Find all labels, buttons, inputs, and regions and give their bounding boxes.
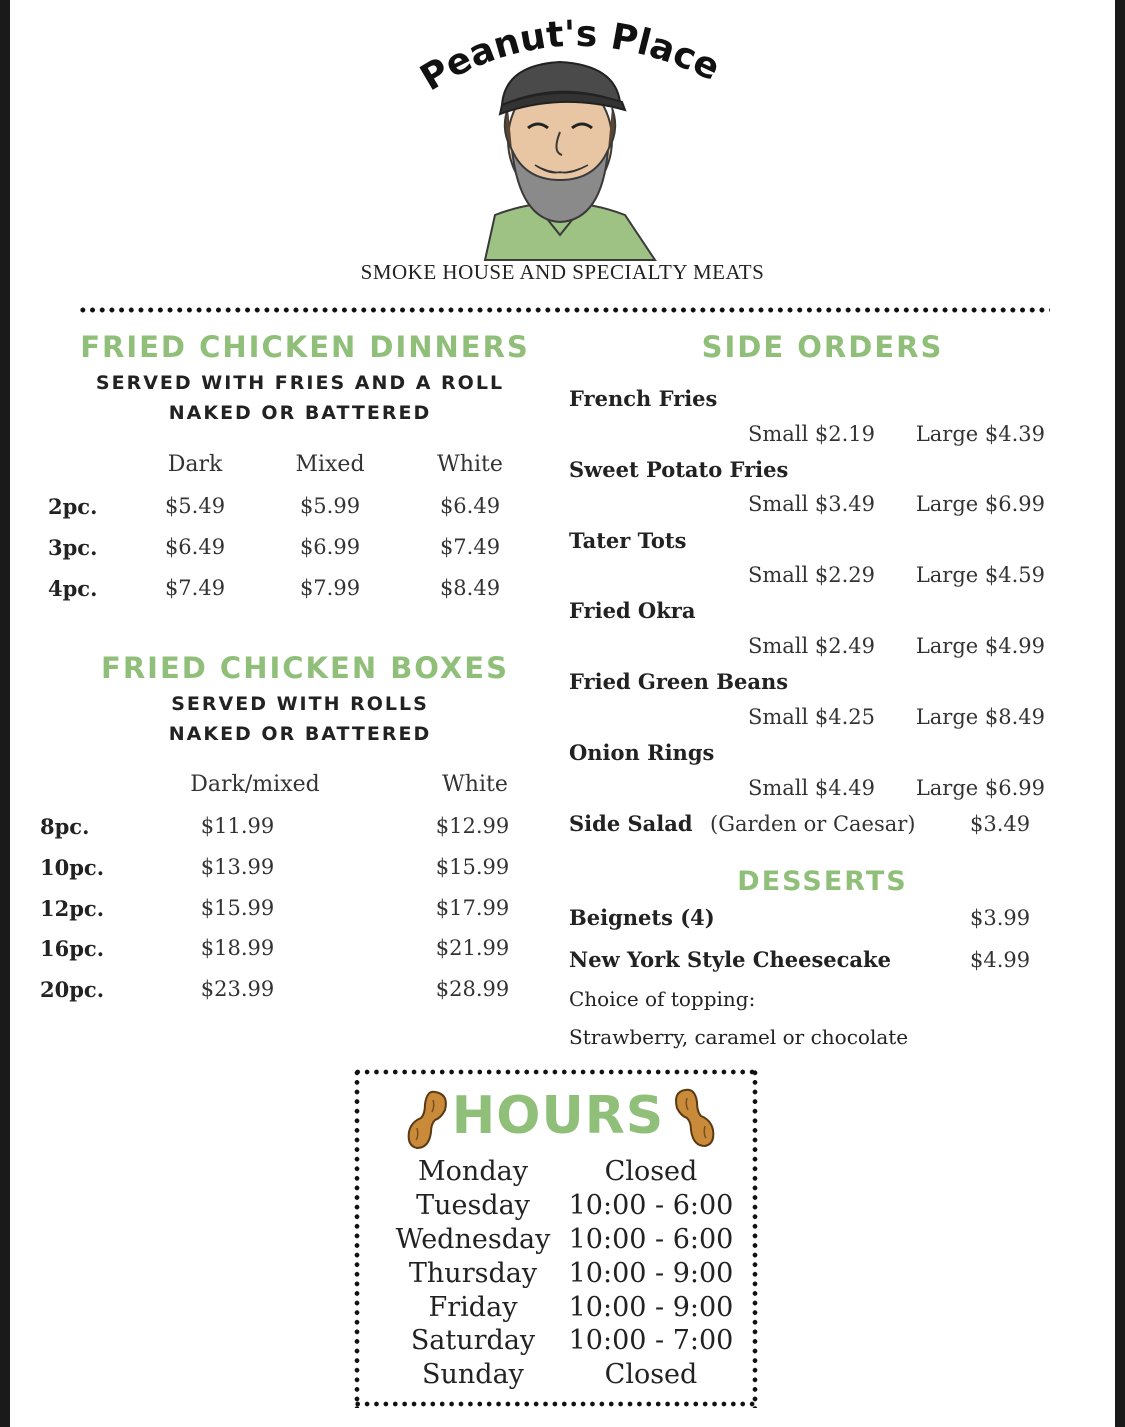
hours-border-top <box>353 1068 759 1076</box>
hours-time: 10:00 - 9:00 <box>568 1258 734 1289</box>
boxes-subtitle-2: NAKED OR BATTERED <box>168 723 432 745</box>
hours-time: Closed <box>604 1359 698 1390</box>
menu-page <box>10 0 1115 1427</box>
hours-title: HOURS <box>451 1086 665 1146</box>
dinners-price: $6.49 <box>439 494 501 518</box>
boxes-col-dark-mixed: Dark/mixed <box>190 772 320 797</box>
dinners-price: $7.49 <box>439 535 501 559</box>
dinners-col-mixed: Mixed <box>295 452 365 477</box>
side-item-small-price: Small $2.19 <box>747 422 875 446</box>
boxes-row-label: 16pc. <box>40 936 105 961</box>
boxes-price: $18.99 <box>200 936 275 960</box>
dinners-subtitle-2: NAKED OR BATTERED <box>168 402 432 424</box>
side-item-large-price: Large $4.59 <box>915 563 1045 587</box>
hours-time: Closed <box>604 1156 698 1187</box>
hours-day: Saturday <box>410 1325 536 1356</box>
boxes-col-white: White <box>442 772 508 797</box>
side-item-large-price: Large $6.99 <box>915 492 1045 516</box>
dinners-col-dark: Dark <box>167 452 223 477</box>
side-item-name: Tater Tots <box>569 528 687 553</box>
side-item-name: Sweet Potato Fries <box>569 457 789 482</box>
boxes-row-label: 12pc. <box>40 896 105 921</box>
dotted-divider <box>78 305 1050 315</box>
hours-time: 10:00 - 6:00 <box>568 1190 734 1221</box>
logo-title: Peanut's Place <box>413 13 727 100</box>
dinners-price: $7.99 <box>299 576 361 600</box>
dessert-item-price: $4.99 <box>970 948 1031 972</box>
side-item-name: Fried Green Beans <box>569 669 789 694</box>
side-item-name: Fried Okra <box>569 598 696 623</box>
dessert-item-name: New York Style Cheesecake <box>569 947 891 972</box>
boxes-price: $17.99 <box>435 896 510 920</box>
side-item-small-price: Small $4.49 <box>747 776 875 800</box>
dinners-price: $5.49 <box>164 494 226 518</box>
hours-border-bottom <box>353 1400 759 1408</box>
side-item-large-price: Large $6.99 <box>915 776 1045 800</box>
hours-time: 10:00 - 9:00 <box>568 1292 734 1323</box>
boxes-price: $15.99 <box>200 896 275 920</box>
dinners-price: $7.49 <box>164 576 226 600</box>
boxes-price: $13.99 <box>200 855 275 879</box>
side-item-name: French Fries <box>569 386 718 411</box>
dinners-row-label: 4pc. <box>48 576 98 601</box>
side-item-large-price: Large $4.99 <box>915 634 1045 658</box>
side-item-name: Onion Rings <box>569 740 715 765</box>
boxes-row-label: 20pc. <box>40 977 105 1002</box>
hours-border-right <box>751 1068 759 1408</box>
mascot-logo <box>410 10 730 265</box>
hours-day: Sunday <box>422 1359 524 1390</box>
side-salad-name: Side Salad <box>569 811 693 836</box>
dinners-subtitle-1: SERVED WITH FRIES AND A ROLL <box>95 372 505 394</box>
boxes-price: $21.99 <box>435 936 510 960</box>
boxes-price: $12.99 <box>435 814 510 838</box>
boxes-row-label: 8pc. <box>40 814 90 839</box>
topping-options: Strawberry, caramel or chocolate <box>569 1025 909 1049</box>
hours-day: Monday <box>418 1156 528 1187</box>
dessert-item-name: Beignets (4) <box>569 905 715 930</box>
topping-label: Choice of topping: <box>569 987 756 1011</box>
dinners-price: $6.99 <box>299 535 361 559</box>
dinners-row-label: 3pc. <box>48 535 98 560</box>
side-item-large-price: Large $8.49 <box>915 705 1045 729</box>
desserts-title: DESSERTS <box>737 866 908 897</box>
hours-day: Thursday <box>408 1258 538 1289</box>
boxes-price: $23.99 <box>200 977 275 1001</box>
dessert-item-price: $3.99 <box>970 906 1031 930</box>
side-item-small-price: Small $2.49 <box>747 634 875 658</box>
hours-box <box>353 1068 759 1408</box>
hours-time: 10:00 - 7:00 <box>568 1325 734 1356</box>
dinners-price: $6.49 <box>164 535 226 559</box>
side-item-small-price: Small $3.49 <box>747 492 875 516</box>
dinners-col-white: White <box>437 452 503 477</box>
hours-day: Friday <box>428 1292 518 1323</box>
peanut-icon <box>671 1086 717 1150</box>
dinners-price: $8.49 <box>439 576 501 600</box>
hours-time: 10:00 - 6:00 <box>568 1224 734 1255</box>
hours-day: Wednesday <box>395 1224 551 1255</box>
boxes-price: $15.99 <box>435 855 510 879</box>
boxes-price: $28.99 <box>435 977 510 1001</box>
side-salad-note: (Garden or Caesar) <box>710 812 916 836</box>
side-item-small-price: Small $2.29 <box>747 563 875 587</box>
boxes-row-label: 10pc. <box>40 855 105 880</box>
boxes-subtitle-1: SERVED WITH ROLLS <box>171 693 429 715</box>
dinners-row-label: 2pc. <box>48 494 98 519</box>
boxes-price: $11.99 <box>200 814 275 838</box>
tagline: SMOKE HOUSE AND SPECIALTY MEATS <box>360 260 765 284</box>
side-salad-price: $3.49 <box>970 812 1031 836</box>
hours-border-left <box>353 1068 361 1408</box>
boxes-title: FRIED CHICKEN BOXES <box>101 651 509 685</box>
side-item-small-price: Small $4.25 <box>747 705 875 729</box>
hours-day: Tuesday <box>416 1190 530 1221</box>
dinners-title: FRIED CHICKEN DINNERS <box>80 330 530 364</box>
side-item-large-price: Large $4.39 <box>915 422 1045 446</box>
sides-title: SIDE ORDERS <box>701 330 944 364</box>
dinners-price: $5.99 <box>299 494 361 518</box>
